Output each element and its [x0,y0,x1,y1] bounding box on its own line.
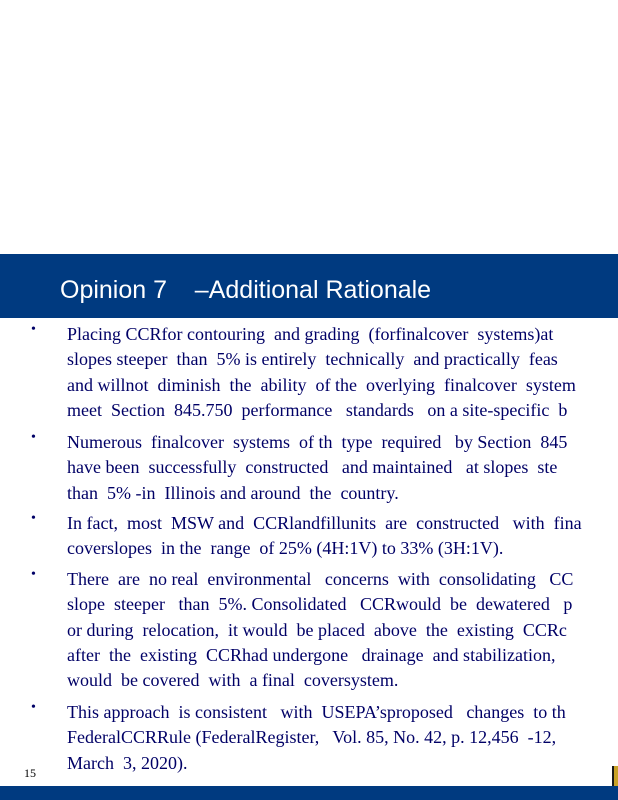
bullet-item [0,430,618,510]
bullet-text: In fact, most MSW and CCRlandfillunits are constructed with fina coverslopes in the range of 25% (4H:1V) to 33% (3H:1V). [67,513,582,559]
bullet-marker: • [31,567,36,582]
bullet-text: This approach is consistent with USEPA’sproposed changes to th FederalCCRRule (FederalRegister, Vol. 85, No. 42, p. 12,456 -12, March 3, 2020). [67,702,566,773]
slide-title: Opinion 7 –Additional Rationale [60,276,432,304]
page-number: 15 [24,766,36,780]
bullet-marker: • [31,322,36,337]
bullet-item [0,322,618,426]
bullet-marker: • [31,700,36,715]
bullet-text: Placing CCRfor contouring and grading (forfinalcover systems)at slopes steeper than 5% is entirely technically and practically feas and willnot diminish the ability of the overlying finalcover system meet Section 845.750 performance standards on a site-specific b [67,324,576,420]
bullet-item [0,567,618,697]
bullet-marker: • [31,430,36,445]
bullet-text: There are no real environmental concerns with consolidating CC slope steeper than 5%. Consolidated CCRwould be dewatered p or during relocation, it would be placed above the existing CCRc after the existing CCRhad undergone drainage and stabilization, would be covered with a final coversystem. [67,569,574,691]
bullet-marker: • [31,511,36,526]
footer-bar [0,786,618,800]
bullet-item [0,700,618,780]
bullet-text: Numerous finalcover systems of th type required by Section 845 have been successfully constructed and maintained at slopes ste than 5% -in Illinois and around the country. [67,432,568,503]
bullet-item [0,511,618,565]
